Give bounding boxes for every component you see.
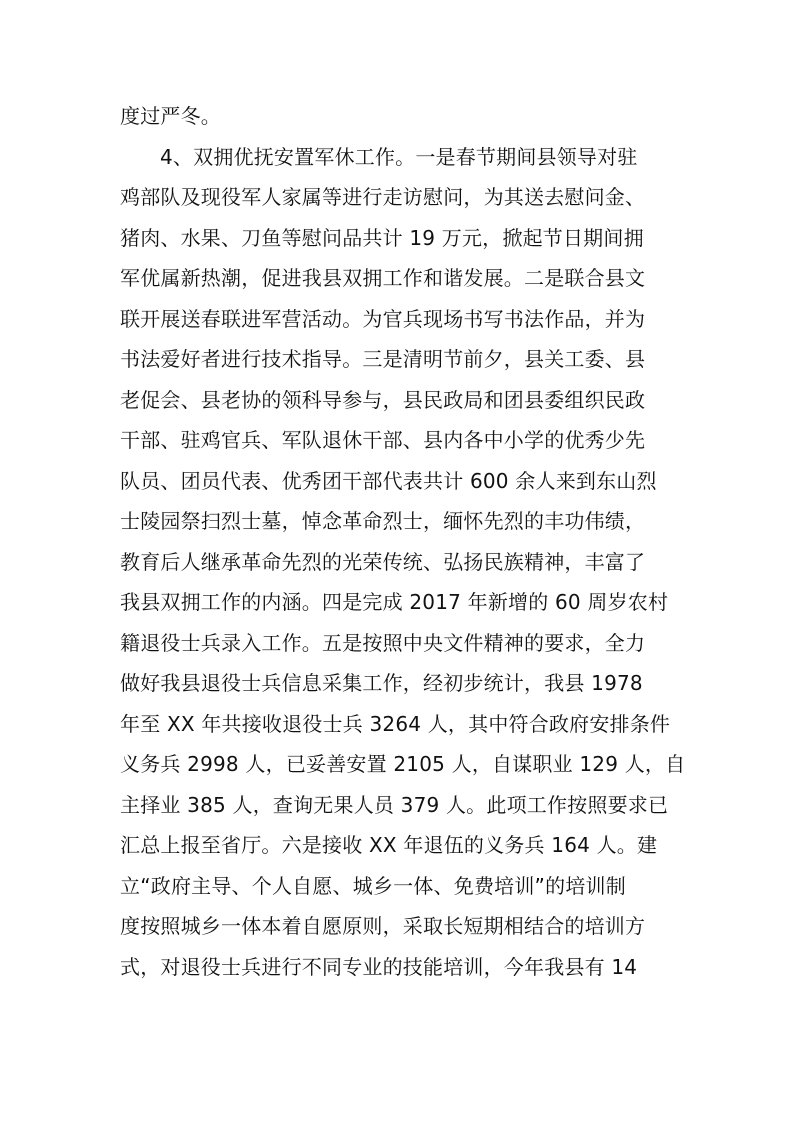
text-line-10: 队员、团员代表、优秀团干部代表共计 600 余人来到东山烈: [120, 468, 657, 493]
text-line-20: 立“政府主导、个人自愿、城乡一体、免费培训”的培训制: [120, 873, 626, 898]
text-line-4: 猪肉、水果、刀鱼等慰问品共计 19 万元，掀起节日期间拥: [120, 225, 644, 250]
text-line-16: 年至 XX 年共接收退役士兵 3264 人，其中符合政府安排条件: [120, 711, 671, 736]
text-line-11: 士陵园祭扫烈士墓，悼念革命烈士，缅怀先烈的丰功伟绩，: [120, 509, 646, 533]
text-line-3: 鸡部队及现役军人家属等进行走访慰问，为其送去慰问金、: [120, 185, 646, 209]
text-line-14: 籍退役士兵录入工作。五是按照中央文件精神的要求，全力: [120, 630, 646, 655]
body-text: [120, 96, 686, 987]
text-line-1: 度过严冬。: [120, 104, 221, 128]
text-line-18: 主择业 385 人，查询无果人员 379 人。此项工作按照要求已: [120, 792, 669, 817]
text-line-21: 度按照城乡一体本着自愿原则，采取长短期相结合的培训方: [120, 914, 646, 938]
text-line-8: 老促会、县老协的领科导参与，县民政局和团县委组织民政: [120, 387, 646, 412]
text-line-17: 义务兵 2998 人，已妥善安置 2105 人，自谋职业 129 人，自: [120, 752, 686, 776]
text-line-19: 汇总上报至省厅。六是接收 XX 年退伍的义务兵 164 人。建: [120, 833, 658, 857]
text-line-2: 4、双拥优抚安置军休工作。一是春节期间县领导对驻: [160, 144, 638, 169]
text-line-15: 做好我县退役士兵信息采集工作，经初步统计，我县 1978: [120, 671, 643, 695]
text-line-6: 联开展送春联进军营活动。为官兵现场书写书法作品，并为: [120, 306, 646, 331]
text-line-5: 军优属新热潮，促进我县双拥工作和谐发展。二是联合县文: [120, 266, 646, 290]
text-line-7: 书法爱好者进行技术指导。三是清明节前夕，县关工委、县: [120, 347, 646, 371]
text-line-13: 我县双拥工作的内涵。四是完成 2017 年新增的 60 周岁农村: [120, 590, 669, 614]
text-line-22: 式，对退役士兵进行不同专业的技能培训，今年我县有 14: [120, 954, 638, 979]
text-line-12: 教育后人继承革命先烈的光荣传统、弘扬民族精神，丰富了: [120, 549, 646, 574]
text-line-9: 干部、驻鸡官兵、军队退休干部、县内各中小学的优秀少先: [120, 428, 646, 452]
